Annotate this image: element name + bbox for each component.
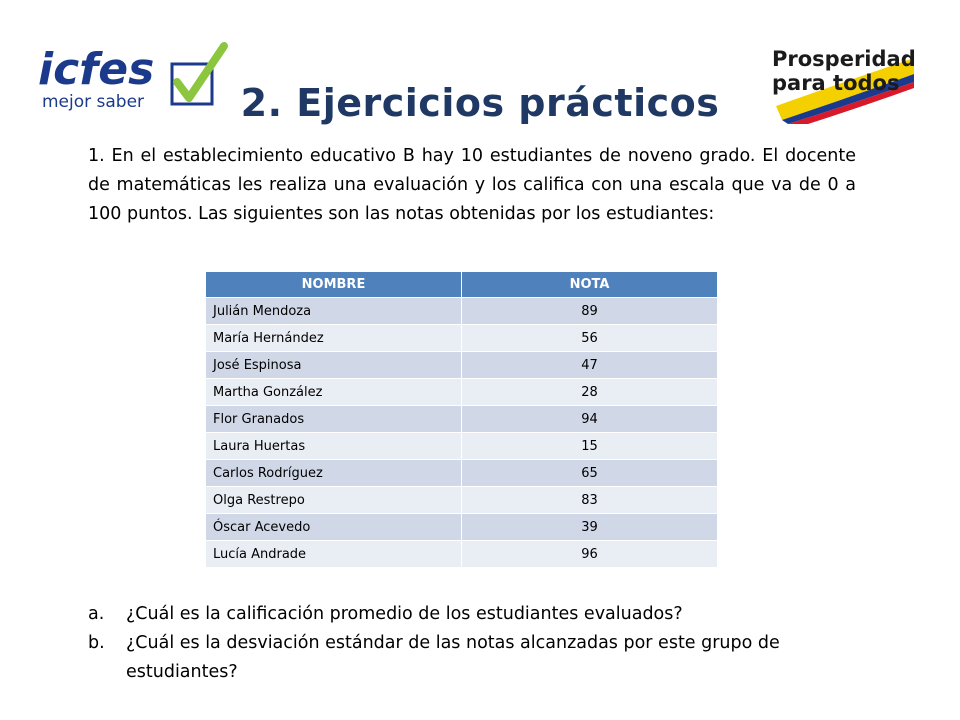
- student-name: Laura Huertas: [206, 433, 462, 460]
- column-header-grade: NOTA: [462, 272, 718, 298]
- student-name: María Hernández: [206, 325, 462, 352]
- student-name: Julián Mendoza: [206, 298, 462, 325]
- table-row: [206, 487, 718, 514]
- prosperidad-line2-text: para todos: [772, 71, 900, 95]
- table-header-row: [206, 272, 718, 298]
- question-item: [88, 629, 868, 687]
- table-row: [206, 460, 718, 487]
- question-text: ¿Cuál es la calificación promedio de los estudiantes evaluados?: [126, 604, 683, 624]
- column-header-name: NOMBRE: [206, 272, 462, 298]
- student-grade: 89: [462, 298, 718, 325]
- student-grade: 94: [462, 406, 718, 433]
- student-name: Lucía Andrade: [206, 541, 462, 568]
- table-row: [206, 541, 718, 568]
- student-grade: 56: [462, 325, 718, 352]
- grades-table: [205, 271, 718, 568]
- student-name: Óscar Acevedo: [206, 514, 462, 541]
- question-label: a.: [88, 604, 105, 624]
- student-name: José Espinosa: [206, 352, 462, 379]
- question-list: [88, 600, 868, 687]
- question-item: [88, 600, 868, 629]
- student-grade: 39: [462, 514, 718, 541]
- table-row: [206, 325, 718, 352]
- icfes-tagline-text: mejor saber: [42, 92, 145, 112]
- prosperidad-line1-text: Prosperidad: [772, 47, 916, 71]
- student-name: Carlos Rodríguez: [206, 460, 462, 487]
- question-text: ¿Cuál es la desviación estándar de las notas alcanzadas por este grupo de estudiantes?: [126, 633, 780, 682]
- student-name: Olga Restrepo: [206, 487, 462, 514]
- question-label: b.: [88, 633, 105, 653]
- table-row: [206, 352, 718, 379]
- student-grade: 96: [462, 541, 718, 568]
- table-row: [206, 298, 718, 325]
- student-grade: 65: [462, 460, 718, 487]
- student-grade: 15: [462, 433, 718, 460]
- table-row: [206, 433, 718, 460]
- table-row: [206, 379, 718, 406]
- student-name: Martha González: [206, 379, 462, 406]
- table-row: [206, 514, 718, 541]
- icfes-brand-text: icfes: [38, 44, 155, 95]
- table-row: [206, 406, 718, 433]
- student-name: Flor Granados: [206, 406, 462, 433]
- exercise-intro: 1. En el establecimiento educativo B hay 10 estudiantes de noveno grado. El docente de matemáticas les realiza una evaluación y los califica con una escala que va de 0 a 100 puntos. Las siguientes son las notas obtenidas por los estudiantes:: [88, 146, 856, 224]
- student-grade: 47: [462, 352, 718, 379]
- prosperidad-logo: [768, 44, 918, 124]
- student-grade: 83: [462, 487, 718, 514]
- page-title: 2. Ejercicios prácticos: [240, 81, 720, 126]
- student-grade: 28: [462, 379, 718, 406]
